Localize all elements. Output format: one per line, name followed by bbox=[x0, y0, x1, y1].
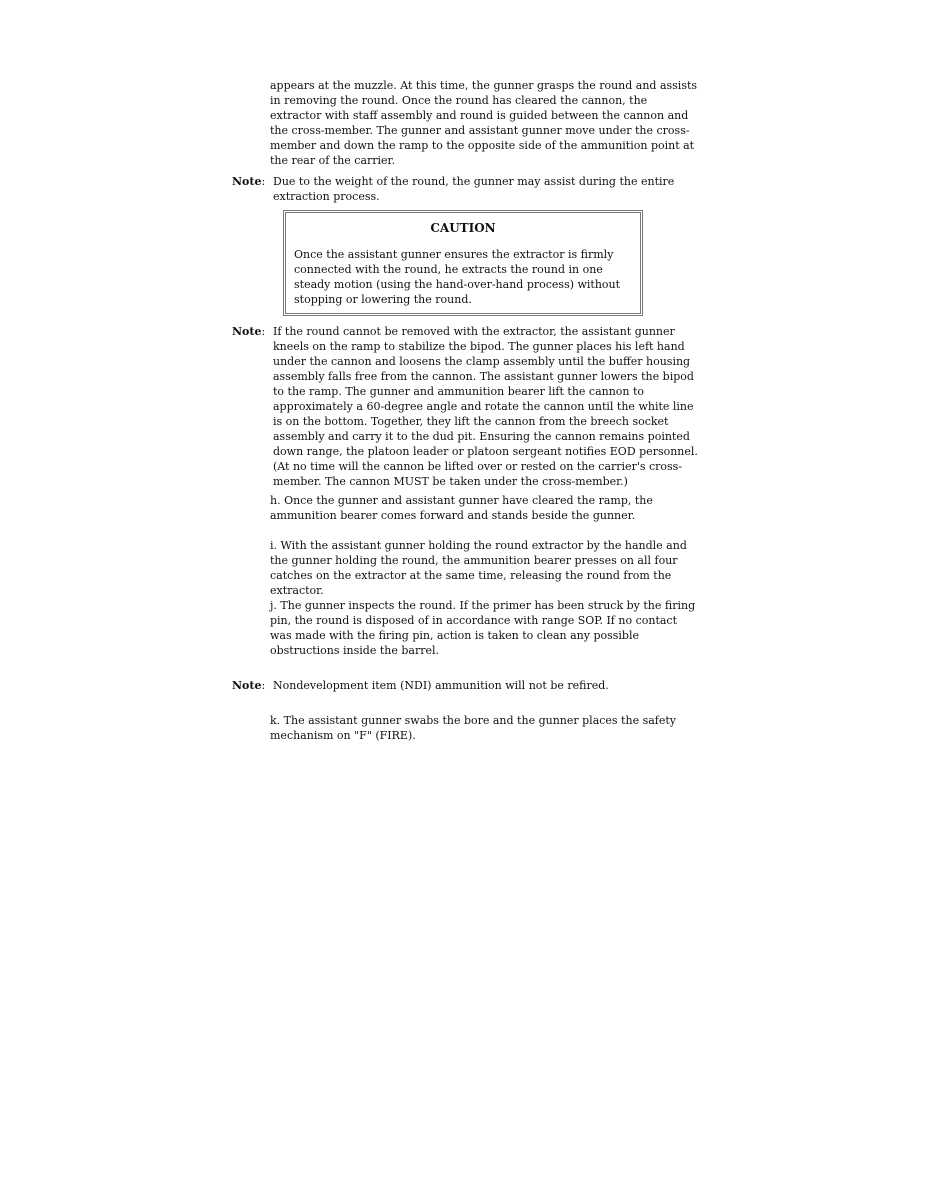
note-cannon-removal bbox=[232, 324, 702, 489]
note-text: Due to the weight of the round, the gunner may assist during the entire extraction process. bbox=[273, 175, 675, 203]
paragraph-i: i. With the assistant gunner holding the round extractor by the handle and the gunner holding the round, the ammunition bearer presses on all four catches on the extractor at the same time, releasing the round from the extractor. bbox=[270, 539, 687, 597]
caution-box bbox=[283, 210, 643, 316]
paragraph-k: k. The assistant gunner swabs the bore and the gunner places the safety mechanism on "F" (FIRE). bbox=[270, 714, 676, 742]
note-label: Note: bbox=[232, 679, 266, 692]
paragraph-h: h. Once the gunner and assistant gunner have cleared the ramp, the ammunition bearer comes forward and stands beside the gunner. bbox=[270, 494, 653, 522]
caution-title: CAUTION bbox=[430, 221, 496, 235]
note-ndi bbox=[232, 678, 702, 693]
note-text: Nondevelopment item (NDI) ammunition will not be refired. bbox=[273, 679, 609, 692]
note-label: Note: bbox=[232, 175, 266, 188]
note-weight bbox=[232, 174, 702, 204]
paragraph-j: j. The gunner inspects the round. If the primer has been struck by the firing pin, the round is disposed of in accordance with range SOP. If no contact was made with the firing pin, action is taken to clean any possible obstructions inside the barrel. bbox=[270, 599, 696, 657]
note-text: If the round cannot be removed with the extractor, the assistant gunner kneels on the ramp to stabilize the bipod. The gunner places his left hand under the cannon and loosens the clamp assembly until the buffer housing assembly falls free from the cannon. The assistant gunner lowers the bipod to the ramp. The gunner and ammunition bearer lift the cannon to approximately a 60-degree angle and rotate the cannon until the white line is on the bottom. Together, they lift the cannon from the breech socket assembly and carry it to the dud pit. Ensuring the cannon remains pointed down range, the platoon leader or platoon sergeant notifies EOD personnel. (At no time will the cannon be lifted over or rested on the carrier's cross-member. The cannon MUST be taken under the cross-member.) bbox=[273, 325, 698, 488]
note-label: Note: bbox=[232, 325, 266, 338]
caution-text: Once the assistant gunner ensures the extractor is firmly connected with the round, he extracts the round in one steady motion (using the hand-over-hand process) without stopping or lowering the round. bbox=[294, 248, 621, 306]
paragraph-continuation: appears at the muzzle. At this time, the gunner grasps the round and assists in removing the round. Once the round has cleared the cannon, the extractor with staff assembly and round is guided between the cannon and the cross-member. The gunner and assistant gunner move under the cross-member and down the ramp to the opposite side of the ammunition point at the rear of the carrier. bbox=[270, 79, 698, 167]
